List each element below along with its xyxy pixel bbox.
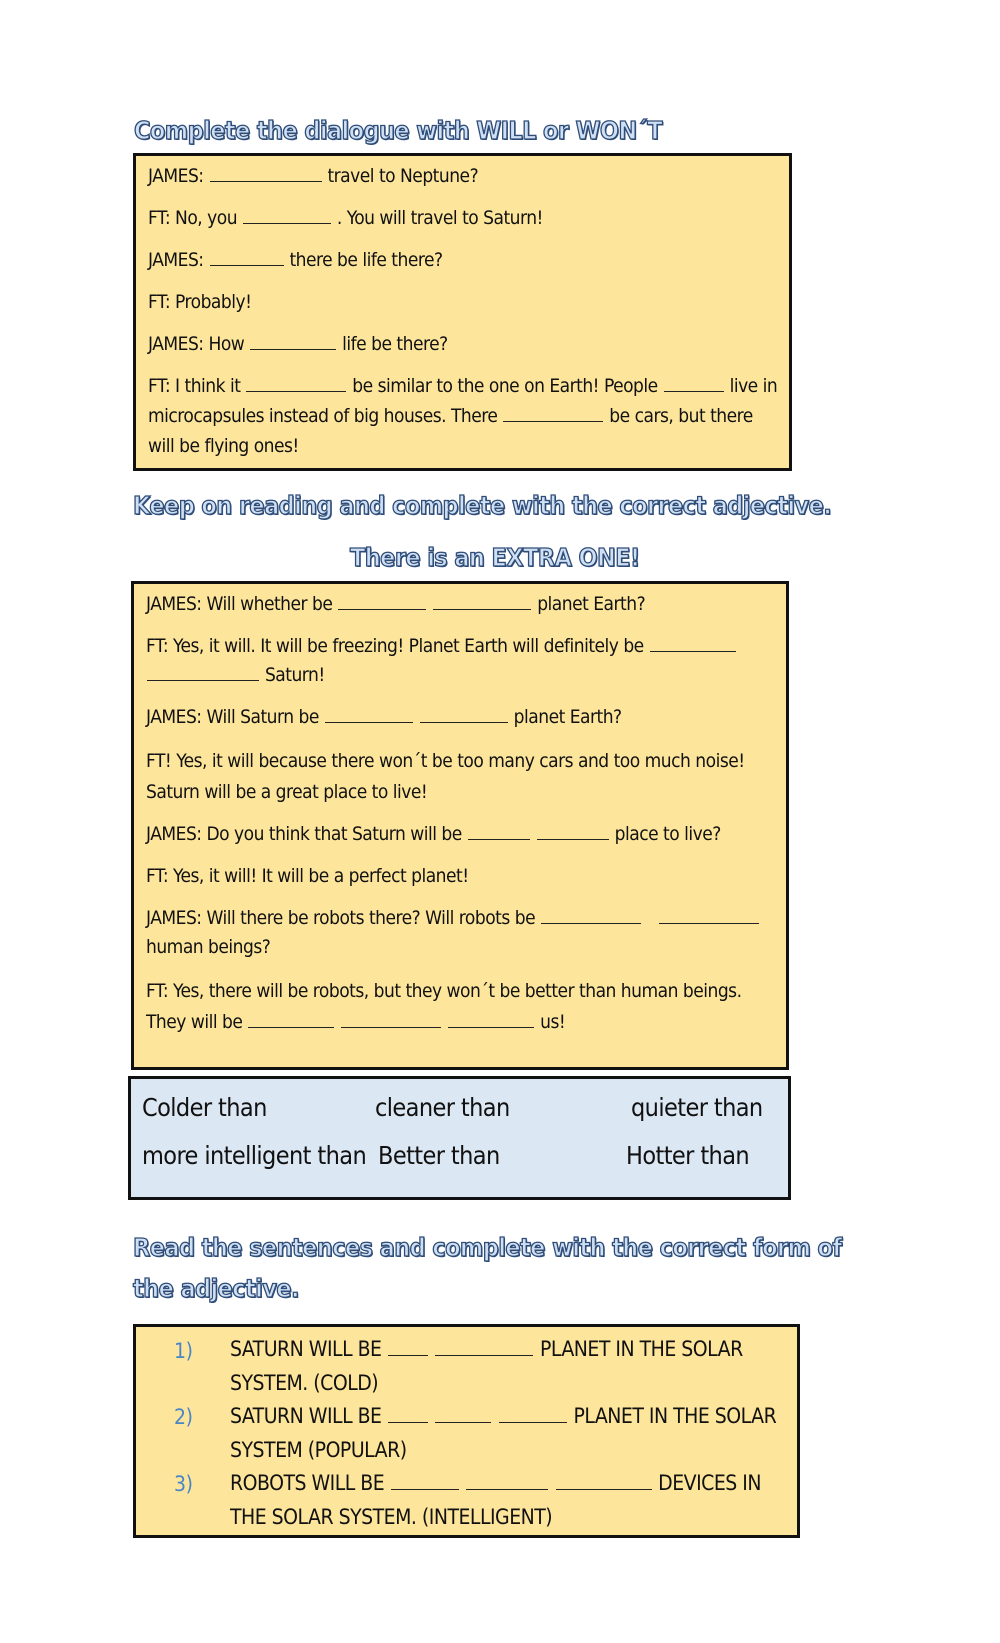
- dialogue-line: JAMES: How life be there?: [148, 333, 448, 355]
- answer-blank[interactable]: [659, 907, 759, 924]
- section3-heading-line2: the adjective.: [133, 1274, 299, 1303]
- dialogue-line: Saturn!: [146, 660, 774, 691]
- answer-blank[interactable]: [388, 1339, 428, 1356]
- answer-blank[interactable]: [243, 207, 331, 224]
- section3-heading: Read the sentences and complete with the correct form of: [133, 1233, 842, 1262]
- word-option[interactable]: Hotter than: [626, 1141, 750, 1170]
- dialogue-line: JAMES: Do you think that Saturn will be place to live?: [146, 823, 721, 845]
- dialogue-line: microcapsules instead of big houses. There be cars, but there: [148, 405, 753, 427]
- answer-blank[interactable]: [341, 1011, 441, 1028]
- answer-blank[interactable]: [448, 1011, 534, 1028]
- dialogue-box-2: [131, 581, 789, 1070]
- answer-blank[interactable]: [210, 249, 284, 266]
- dialogue-line: FT: Yes, it will! It will be a perfect planet!: [146, 865, 469, 887]
- dialogue-line: FT: No, you . You will travel to Saturn!: [148, 207, 543, 229]
- item-number: 1): [174, 1339, 193, 1363]
- answer-blank[interactable]: [537, 823, 609, 840]
- dialogue-line: will be flying ones!: [148, 435, 299, 457]
- answer-blank[interactable]: [250, 333, 336, 350]
- sentence-item: SATURN WILL BE PLANET IN THE SOLAR: [230, 1337, 743, 1361]
- dialogue-line: They will be us!: [146, 1011, 566, 1033]
- item-number: 3): [174, 1472, 193, 1496]
- dialogue-line: JAMES: Will Saturn be planet Earth?: [146, 706, 622, 728]
- sentence-item-cont: THE SOLAR SYSTEM. (INTELLIGENT): [230, 1505, 553, 1529]
- answer-blank[interactable]: [420, 706, 508, 723]
- dialogue-line: FT! Yes, it will because there won´t be too many cars and too much noise!: [146, 750, 745, 772]
- answer-blank[interactable]: [468, 823, 530, 840]
- word-bank: [128, 1076, 791, 1200]
- answer-blank[interactable]: [433, 593, 531, 610]
- answer-blank[interactable]: [650, 635, 736, 652]
- answer-blank[interactable]: [391, 1473, 459, 1490]
- dialogue-line: human beings?: [146, 936, 271, 958]
- answer-blank[interactable]: [147, 664, 259, 681]
- answer-blank[interactable]: [435, 1406, 491, 1423]
- answer-blank[interactable]: [338, 593, 426, 610]
- dialogue-line: FT: Yes, it will. It will be freezing! Planet Earth will definitely be: [146, 631, 774, 662]
- answer-blank[interactable]: [246, 375, 346, 392]
- answer-blank[interactable]: [248, 1011, 334, 1028]
- section2-subheading: There is an EXTRA ONE!: [350, 543, 640, 572]
- dialogue-line: JAMES: Will there be robots there? Will robots be: [146, 903, 774, 934]
- dialogue-line: FT: Probably!: [148, 291, 252, 313]
- dialogue-line: JAMES: travel to Neptune?: [148, 165, 479, 187]
- sentence-item-cont: SYSTEM (POPULAR): [230, 1438, 407, 1462]
- sentence-item: SATURN WILL BE PLANET IN THE SOLAR: [230, 1404, 777, 1428]
- section2-heading: Keep on reading and complete with the correct adjective.: [133, 491, 832, 520]
- sentence-item-cont: SYSTEM. (COLD): [230, 1371, 379, 1395]
- dialogue-line: JAMES: Will whether be planet Earth?: [146, 593, 646, 615]
- answer-blank[interactable]: [664, 375, 724, 392]
- word-option[interactable]: more intelligent than: [142, 1141, 367, 1170]
- answer-blank[interactable]: [499, 1406, 567, 1423]
- item-number: 2): [174, 1405, 193, 1429]
- answer-blank[interactable]: [435, 1339, 533, 1356]
- sentences-box: [133, 1324, 800, 1538]
- answer-blank[interactable]: [210, 165, 322, 182]
- dialogue-box-1: [133, 153, 792, 471]
- answer-blank[interactable]: [503, 405, 603, 422]
- dialogue-line: FT: I think it be similar to the one on Earth! People live in: [148, 375, 778, 397]
- word-option[interactable]: cleaner than: [375, 1093, 510, 1122]
- word-option[interactable]: Colder than: [142, 1093, 267, 1122]
- answer-blank[interactable]: [388, 1406, 428, 1423]
- section1-heading: Complete the dialogue with WILL or WON´T: [134, 116, 662, 145]
- sentence-item: ROBOTS WILL BE DEVICES IN: [230, 1471, 761, 1495]
- answer-blank[interactable]: [466, 1473, 548, 1490]
- dialogue-line: Saturn will be a great place to live!: [146, 781, 428, 803]
- dialogue-line: JAMES: there be life there?: [148, 249, 443, 271]
- dialogue-line: FT: Yes, there will be robots, but they won´t be better than human beings.: [146, 980, 742, 1002]
- answer-blank[interactable]: [556, 1473, 652, 1490]
- answer-blank[interactable]: [325, 706, 413, 723]
- word-option[interactable]: quieter than: [631, 1093, 763, 1122]
- word-option[interactable]: Better than: [378, 1141, 500, 1170]
- answer-blank[interactable]: [541, 907, 641, 924]
